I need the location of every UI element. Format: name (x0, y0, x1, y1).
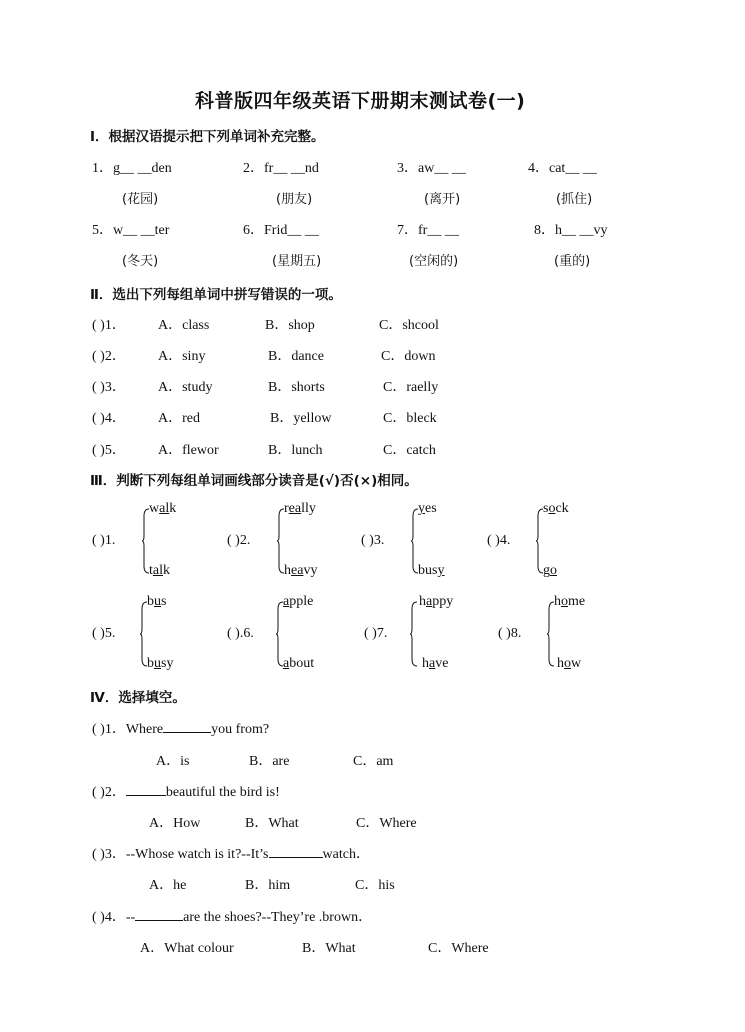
brace-8 (547, 601, 554, 667)
part4-q3-option-a: A．he (149, 878, 187, 893)
part1-word-1: 1．g__ __den (92, 161, 172, 176)
part3-group-2-bottom: heavy (284, 563, 318, 578)
part2-row-2-num: ( )2． (92, 349, 126, 364)
part4-q1-option-c: C．am (353, 754, 394, 769)
brace-5 (140, 601, 147, 667)
part2-row-4-num: ( )4． (92, 411, 126, 426)
part2-row-1-b: B．shop (265, 318, 315, 333)
part4-question-3: ( )3．--Whose watch is it?--It’s watch． (92, 847, 370, 862)
part4-q1-option-b: B．are (249, 754, 290, 769)
part2-row-3-b: B．shorts (268, 380, 325, 395)
part4-heading: Ⅳ．选择填空。 (90, 690, 186, 706)
answer-blank[interactable] (269, 845, 323, 858)
brace-1 (142, 508, 149, 574)
part1-word-5: 5．w__ __ter (92, 223, 170, 238)
part2-row-4-a: A．red (158, 411, 200, 426)
part3-group-6-label: ( ).6. (227, 626, 254, 641)
brace-7 (410, 601, 417, 667)
part1-hint-8: (重的) (554, 254, 591, 269)
part3-group-5-label: ( )5. (92, 626, 116, 641)
answer-blank[interactable] (163, 720, 211, 733)
part1-heading: I．根据汉语提示把下列单词补充完整。 (90, 129, 325, 145)
part4-q4-option-c: C．Where (428, 941, 489, 956)
part2-row-3-a: A．study (158, 380, 213, 395)
brace-4 (536, 508, 543, 574)
part1-word-3: 3．aw__ __ (397, 161, 466, 176)
part2-row-3-num: ( )3． (92, 380, 126, 395)
part4-question-4: ( )4．-- are the shoes?--They’re .brown． (92, 910, 373, 925)
part1-hint-2: (朋友) (276, 192, 313, 207)
part2-row-1-num: ( )1． (92, 318, 126, 333)
part2-row-5-c: C．catch (383, 443, 436, 458)
part3-group-7-label: ( )7. (364, 626, 388, 641)
part4-q2-option-c: C．Where (356, 816, 417, 831)
part3-group-6-bottom: about (283, 656, 315, 671)
part4-q4-option-a: A．What colour (140, 941, 234, 956)
part2-row-3-c: C．raelly (383, 380, 439, 395)
part3-group-3-top: yes (418, 501, 437, 516)
page-title: 科普版四年级英语下册期末测试卷(一) (195, 90, 526, 112)
part3-group-5-top: bus (147, 594, 167, 609)
part2-heading: Ⅱ．选出下列每组单词中拼写错误的一项。 (90, 287, 342, 303)
part3-group-5-bottom: busy (147, 656, 174, 671)
part3-group-2-top: really (284, 501, 316, 516)
brace-3 (411, 508, 418, 574)
part1-word-4: 4．cat__ __ (528, 161, 597, 176)
part1-hint-4: (抓住) (556, 192, 593, 207)
part4-q1-option-a: A．is (156, 754, 190, 769)
part2-row-5-num: ( )5． (92, 443, 126, 458)
part3-heading: Ⅲ．判断下列每组单词画线部分读音是(√)否(×)相同。 (90, 473, 418, 489)
part3-group-4-label: ( )4. (487, 533, 511, 548)
part3-group-1-label: ( )1. (92, 533, 116, 548)
part4-q2-option-b: B．What (245, 816, 299, 831)
part3-group-4-top: sock (543, 501, 569, 516)
part2-row-5-a: A．flewor (158, 443, 219, 458)
part4-q3-option-b: B．him (245, 878, 291, 893)
part3-group-7-top: happy (419, 594, 454, 609)
part1-hint-1: (花园) (122, 192, 159, 207)
part1-word-7: 7．fr__ __ (397, 223, 459, 238)
part2-row-5-b: B．lunch (268, 443, 323, 458)
part2-row-1-c: C．shcool (379, 318, 439, 333)
brace-6 (276, 601, 283, 667)
part1-hint-3: (离开) (424, 192, 461, 207)
part2-row-4-c: C．bleck (383, 411, 437, 426)
part1-word-6: 6．Frid__ __ (243, 223, 319, 238)
part4-q2-option-a: A．How (149, 816, 201, 831)
brace-2 (277, 508, 284, 574)
part2-row-2-b: B．dance (268, 349, 324, 364)
part3-group-8-label: ( )8. (498, 626, 522, 641)
part3-group-1-top: walk (149, 501, 177, 516)
part3-group-4-bottom: go (543, 563, 557, 578)
part4-q3-option-c: C．his (355, 878, 395, 893)
part2-row-4-b: B．yellow (270, 411, 332, 426)
part1-hint-5: (冬天) (122, 254, 159, 269)
part1-hint-6: (星期五) (272, 254, 322, 269)
part3-group-3-bottom: busy (418, 563, 445, 578)
part1-hint-7: (空闲的) (409, 254, 459, 269)
part2-row-1-a: A．class (158, 318, 210, 333)
part1-word-8: 8．h__ __vy (534, 223, 608, 238)
part4-question-2: ( )2． beautiful the bird is! (92, 785, 280, 800)
part2-row-2-c: C．down (381, 349, 436, 364)
answer-blank[interactable] (135, 908, 183, 921)
part3-group-2-label: ( )2. (227, 533, 251, 548)
part4-q4-option-b: B．What (302, 941, 356, 956)
part2-row-2-a: A．siny (158, 349, 206, 364)
part4-question-1: ( )1．Where you from? (92, 722, 270, 737)
part3-group-3-label: ( )3. (361, 533, 385, 548)
part3-group-1-bottom: talk (149, 563, 170, 578)
part3-group-7-bottom: have (422, 656, 449, 671)
part3-group-8-bottom: how (557, 656, 582, 671)
part1-word-2: 2．fr__ __nd (243, 161, 319, 176)
part3-group-8-top: home (554, 594, 586, 609)
part3-group-6-top: apple (283, 594, 314, 609)
answer-blank[interactable] (126, 783, 166, 796)
